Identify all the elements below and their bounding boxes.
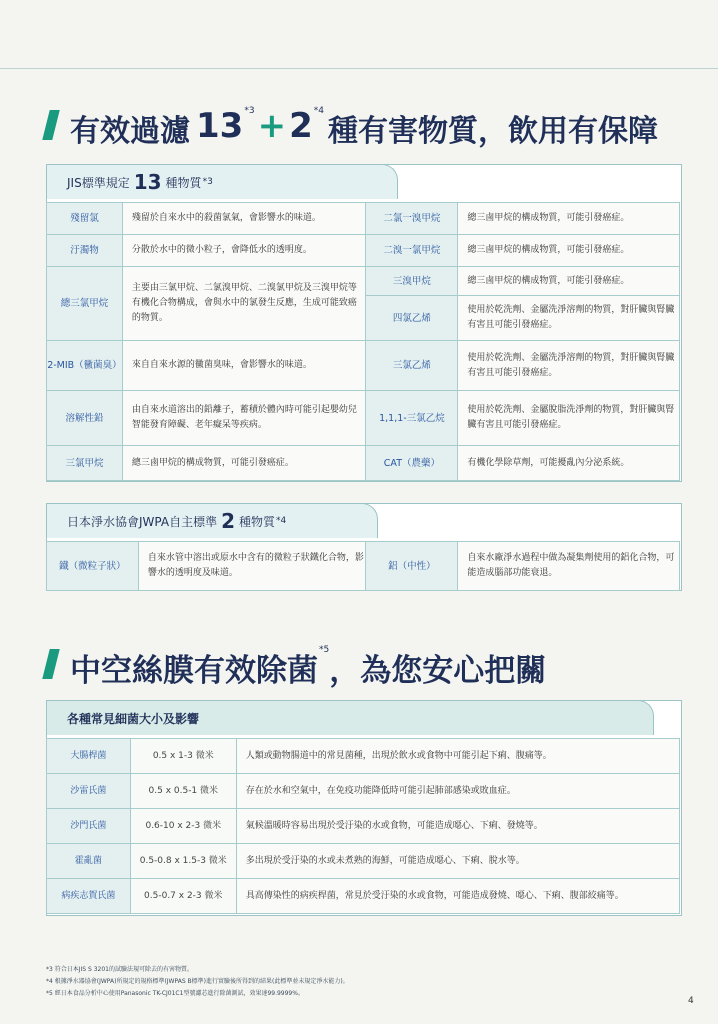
table-row	[47, 341, 680, 391]
substance-desc: 使用於乾洗劑、金屬洗淨溶劑的物質，對肝臟與腎臟有害且可能引發癌症。	[458, 296, 680, 341]
bacteria-name: 大腸桿菌	[47, 739, 131, 774]
table-row	[47, 809, 680, 844]
heading-prefix: 中空絲膜有效除菌	[70, 653, 318, 689]
heading-number-2: 2	[289, 106, 313, 146]
substance-desc: 使用於乾洗劑、金屬洗淨溶劑的物質，對肝臟與腎臟有害且可能引發癌症。	[458, 341, 680, 391]
substance-desc: 總三鹵甲烷的構成物質，可能引發癌症。	[458, 235, 680, 267]
table-row	[47, 774, 680, 809]
jwpa-label: 日本淨水協會JWPA自主標準	[67, 514, 218, 529]
footnote-ref: *3	[244, 106, 255, 116]
jis-standard-box	[46, 164, 682, 482]
heading-sterilization	[46, 645, 546, 690]
substance-desc: 使用於乾洗劑、金屬脫脂洗淨劑的物質，對肝臟與腎臟有害且可能引發癌症。	[458, 391, 680, 446]
footnote: *3 符合日本JIS S 3201的試驗法規可除去的有害物質。	[46, 966, 193, 973]
substance-desc: 由自來水道溶出的鉛離子，蓄積於體內時可能引起嬰幼兒智能發育障礙、老年癡呆等疾病。	[122, 391, 366, 446]
jis-table	[46, 202, 680, 481]
bacteria-desc: 具高傳染性的病疾桿菌，常見於受汙染的水或食物，可能造成發燒、噁心、下痢、腹部絞痛等。	[236, 879, 679, 914]
substance-name: 總三氯甲烷	[47, 267, 123, 341]
bacteria-desc: 存在於水和空氣中，在免疫功能降低時可能引起肺部感染或敗血症。	[236, 774, 679, 809]
plus-sign: +	[257, 106, 287, 146]
jwpa-tab	[46, 503, 378, 538]
footnote-ref: *5	[319, 645, 330, 655]
bacteria-size: 0.5-0.7 x 2-3 微米	[130, 879, 236, 914]
substance-desc: 總三鹵甲烷的構成物質，可能引發癌症。	[458, 267, 680, 296]
table-row	[47, 879, 680, 914]
substance-name: 殘留氯	[47, 203, 123, 235]
substance-name: 二溴一氯甲烷	[366, 235, 458, 267]
substance-desc: 殘留於自來水中的殺菌氯氣，會影響水的味道。	[122, 203, 366, 235]
bacteria-size: 0.5-0.8 x 1.5-3 微米	[130, 844, 236, 879]
page-number: 4	[688, 996, 694, 1006]
jwpa-count: 2	[221, 509, 236, 533]
substance-name: 汙濁物	[47, 235, 123, 267]
substance-name: 鐵（微粒子狀）	[47, 542, 139, 591]
table-row	[47, 235, 680, 267]
substance-desc: 有機化學除草劑，可能擾亂內分泌系統。	[458, 446, 680, 481]
bacteria-desc: 人類或動物腸道中的常見菌種，出現於飲水或食物中可能引起下痢、腹痛等。	[236, 739, 679, 774]
substance-name: 1,1,1-三氯乙烷	[366, 391, 458, 446]
jis-count: 13	[133, 170, 162, 194]
jis-label: JIS標準規定	[67, 175, 130, 190]
jwpa-table	[46, 541, 680, 591]
jwpa-standard-box	[46, 503, 682, 591]
bacteria-name: 沙門氏菌	[47, 809, 131, 844]
table-row	[47, 446, 680, 481]
footnote-ref: *4	[313, 106, 324, 116]
bacteria-name: 病疾志賀氏菌	[47, 879, 131, 914]
table-row	[47, 267, 680, 296]
bacteria-size: 0.5 x 0.5-1 微米	[130, 774, 236, 809]
heading-accent-bar	[42, 110, 59, 140]
footnote: *5 經日本食品分析中心使用Panasonic TK-CJ01C1型號濾芯進行除菌測試，效果達99.9999%。	[46, 990, 304, 997]
bacteria-size: 0.5 x 1-3 微米	[130, 739, 236, 774]
bacteria-box	[46, 700, 682, 916]
bacteria-label: 各種常見細菌大小及影響	[67, 711, 200, 726]
heading-filtration	[46, 106, 658, 150]
substance-name: 鋁（中性）	[366, 542, 458, 591]
bacteria-name: 沙雷氏菌	[47, 774, 131, 809]
substance-desc: 主要由三氯甲烷、二氯溴甲烷、二溴氯甲烷及三溴甲烷等有機化合物構成，會與水中的氯發生反應，生成可能致癌的物質。	[122, 267, 366, 341]
table-row	[47, 542, 680, 591]
heading-prefix: 有效過濾	[70, 114, 190, 149]
jis-unit: 種物質	[165, 175, 202, 190]
substance-desc: 自來水管中溶出或原水中含有的微粒子狀鐵化合物，影響水的透明度及味道。	[138, 542, 366, 591]
bacteria-name: 霍亂菌	[47, 844, 131, 879]
jis-tab	[46, 164, 398, 199]
substance-name: CAT（農藥）	[366, 446, 458, 481]
table-row	[47, 739, 680, 774]
heading-suffix: 種有害物質，飲用有保障	[327, 114, 658, 149]
jwpa-unit: 種物質	[239, 514, 276, 529]
substance-desc: 總三鹵甲烷的構成物質，可能引發癌症。	[122, 446, 366, 481]
footnote-ref: *4	[276, 516, 287, 526]
bacteria-tab	[46, 700, 654, 735]
footnotes	[46, 964, 349, 1000]
top-divider	[0, 68, 718, 69]
substance-name: 三氯甲烷	[47, 446, 123, 481]
heading-number-13: 13	[196, 106, 244, 146]
substance-desc: 自來水廠淨水過程中做為凝集劑使用的鋁化合物，可能造成腦部功能衰退。	[458, 542, 680, 591]
substance-desc: 總三鹵甲烷的構成物質，可能引發癌症。	[458, 203, 680, 235]
table-row	[47, 203, 680, 235]
footnote: *4 根據淨水器協會(JWPA)所規定的規格標準(JWPAS B標準)進行實驗後所得到的結果(此標準並未規定淨水能力)。	[46, 978, 349, 985]
substance-name: 2-MIB（黴菌臭）	[47, 341, 123, 391]
heading-accent-bar	[42, 649, 59, 679]
substance-name: 三氯乙烯	[366, 341, 458, 391]
substance-name: 三溴甲烷	[366, 267, 458, 296]
footnote-ref: *3	[202, 177, 213, 187]
substance-desc: 來自自來水源的黴菌臭味，會影響水的味道。	[122, 341, 366, 391]
bacteria-table	[46, 738, 680, 914]
table-row	[47, 844, 680, 879]
substance-name: 二氯一溴甲烷	[366, 203, 458, 235]
substance-name: 四氯乙烯	[366, 296, 458, 341]
heading-suffix: ，為您安心把關	[329, 653, 547, 689]
substance-desc: 分散於水中的微小粒子，會降低水的透明度。	[122, 235, 366, 267]
bacteria-desc: 多出現於受汙染的水或未煮熟的海鮮，可能造成噁心、下痢、脫水等。	[236, 844, 679, 879]
substance-name: 溶解性鉛	[47, 391, 123, 446]
table-row	[47, 391, 680, 446]
bacteria-size: 0.6-10 x 2-3 微米	[130, 809, 236, 844]
bacteria-desc: 氣候溫暖時容易出現於受汙染的水或食物，可能造成噁心、下痢、發燒等。	[236, 809, 679, 844]
